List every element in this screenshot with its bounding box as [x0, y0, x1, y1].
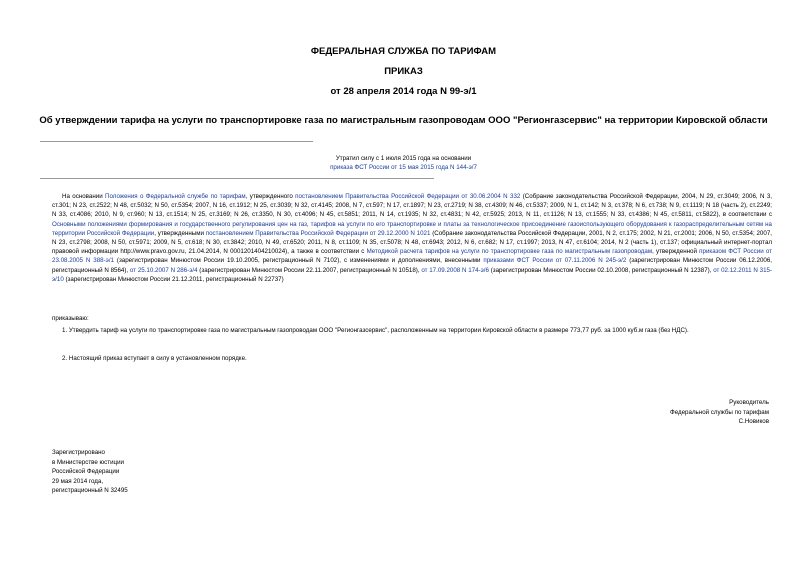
agency-name: ФЕДЕРАЛЬНАЯ СЛУЖБА ПО ТАРИФАМ — [310, 46, 497, 57]
orders-word: приказываю: — [52, 315, 89, 322]
signature-position: Руководитель — [729, 399, 769, 406]
preamble-text: , утвержденными — [154, 229, 206, 237]
preamble-text: (зарегистрирован Минюстом России 21.12.2011, регистрационный N 22737) — [63, 275, 284, 283]
legal-reference-link[interactable]: Методикой расчета тарифов на услуги по транспортировке газа по магистральным газопроводам — [366, 248, 653, 256]
order-item-2: 2. Настоящий приказ вступает в силу в установленном порядке. — [62, 355, 247, 362]
bottom-divider — [40, 178, 434, 179]
preamble-text: , утвержденной — [652, 248, 700, 256]
legal-reference-link[interactable]: Положения о Федеральной службе по тарифам — [105, 193, 246, 200]
registration-block — [52, 448, 128, 496]
status-note — [0, 154, 807, 173]
signature-name: С.Новиков — [738, 418, 769, 426]
legal-reference-link[interactable]: приказами ФСТ России от 07.11.2006 N 245-э/2 — [483, 257, 627, 265]
preamble-paragraph — [52, 192, 772, 284]
legal-reference-link[interactable]: приказом ФСТ России от 23.08.2005 N 388-э/1 — [52, 248, 772, 265]
preamble-text: (зарегистрирован Минюстом России 19.10.2005, регистрационный N 7102), с изменениями и дополнениями, внесенными — [113, 257, 484, 265]
registration-line-1: Зарегистрировано — [52, 449, 105, 456]
legal-reference-link[interactable]: постановлением Правительства Российской Федерации от 29.12.2000 N 1021 — [205, 229, 431, 237]
document-title: Об утверждении тарифа на услуги по транспортировке газа по магистральным газопроводам ООО "Регионгазсервис" на территории Кировской области — [39, 115, 768, 126]
legal-reference-link[interactable]: от 25.10.2007 N 286-э/4 — [129, 266, 198, 274]
preamble-text: , утвержденного — [245, 193, 296, 200]
legal-reference-link[interactable]: от 02.12.2011 N 315-э/10 — [52, 266, 773, 283]
document-date-number: от 28 апреля 2014 года N 99-э/1 — [330, 86, 477, 97]
signature-organization: Федеральной службы по тарифам — [670, 408, 769, 416]
order-item-1: 1. Утвердить тариф на услуги по транспортировке газа по магистральным газопроводам ООО "Регионгазсервис", расположенным на территории Кировской области в размере 773,77 руб. за 1000 куб.м газа (без НДС). — [62, 327, 689, 334]
preamble-text: (Собрание законодательства Российской Федерации, 2001, N 2, ст.175; 2002, N 21, ст.2001; 2006, N 50, ст.5354; 2007, N 23, ст.2798; 2008, N 50, ст.5971; 2009, N 5, ст.618; N 30, ст.3842; 2010, N 49, ст.6520; 2011, N 8, ст.1109; N 35, ст.5078; N 48, ст.6943; 2012, N 6, ст.682; N 17, ст.1997; 2013, N 47, ст.6104; 2014, N 2 (часть 1), ст.137; официальный интернет-портал правовой информации http://www.pravo.gov.ru, 21.04.2014, N 0001201404210024), а также в соответствии с — [52, 229, 772, 256]
registration-line-3: Российской Федерации — [52, 468, 120, 476]
registration-line-5: регистрационный N 32495 — [52, 487, 128, 495]
preamble-text: (зарегистрирован Минюстом России 06.12.2006, регистрационный N 8564), — [52, 257, 772, 274]
preamble-text: (зарегистрирован Минюстом России 22.11.2007, регистрационный N 10518), — [197, 266, 422, 274]
status-note-text: Утратил силу с 1 июля 2015 года на основании — [335, 155, 472, 162]
preamble-text: (Собрание законодательства Российской Федерации, 2004, N 29, ст.3049; 2006, N 3, ст.301; N 23, ст.2522; N 48, ст.5032; N 50, ст.5354; 2007, N 16, ст.1912; N 25, ст.3039; N 32, ст.4145; 2008, N 7, ст.597; N 17, ст.1897; N 23, ст.2719; N 38, ст.4309; N 46, ст.5337; 2009, N 1, ст.142; N 3, ст.378; N 6, ст.738; N 9, ст.1119; N 18 (часть 2), ст.2249; N 33, ст.4086; 2010, N 9, ст.960; N 13, ст.1514; N 25, ст.3169; N 26, ст.3350, N 30, ст.4096; N 45, ст.5851; 2011, N 14, ст.1935; N 32, ст.4831; N 42, ст.5925; 2013, N 11, ст.1126; N 13, ст.1555; N 33, ст.4386; N 45, ст.5811, ст.5822), в соответствии с — [52, 193, 772, 219]
document-type: ПРИКАЗ — [384, 66, 423, 77]
top-divider — [40, 141, 313, 142]
preamble-text: (зарегистрирован Минюстом России 02.10.2008, регистрационный N 12387), — [488, 266, 714, 274]
legal-reference-link[interactable]: от 17.09.2008 N 174-э/6 — [421, 266, 489, 274]
registration-line-2: в Министерстве юстиции — [52, 458, 125, 466]
signature-block — [670, 398, 769, 427]
preamble-text: На основании — [62, 193, 106, 200]
registration-line-4: 29 мая 2014 года, — [52, 477, 104, 485]
legal-reference-link[interactable]: Основными положениями формирования и государственного регулирования цен на газ, тарифов на услуги по его транспортировке и платы за технологическое присоединение газоиспользующего оборудования к газораспределительным сетям на территории Российской Федерации — [52, 220, 772, 237]
legal-reference-link[interactable]: постановлением Правительства Российской Федерации от 30.06.2004 N 332 — [295, 193, 521, 200]
repeal-order-link[interactable]: приказа ФСТ России от 15 мая 2015 года N 144-э/7 — [330, 164, 477, 172]
